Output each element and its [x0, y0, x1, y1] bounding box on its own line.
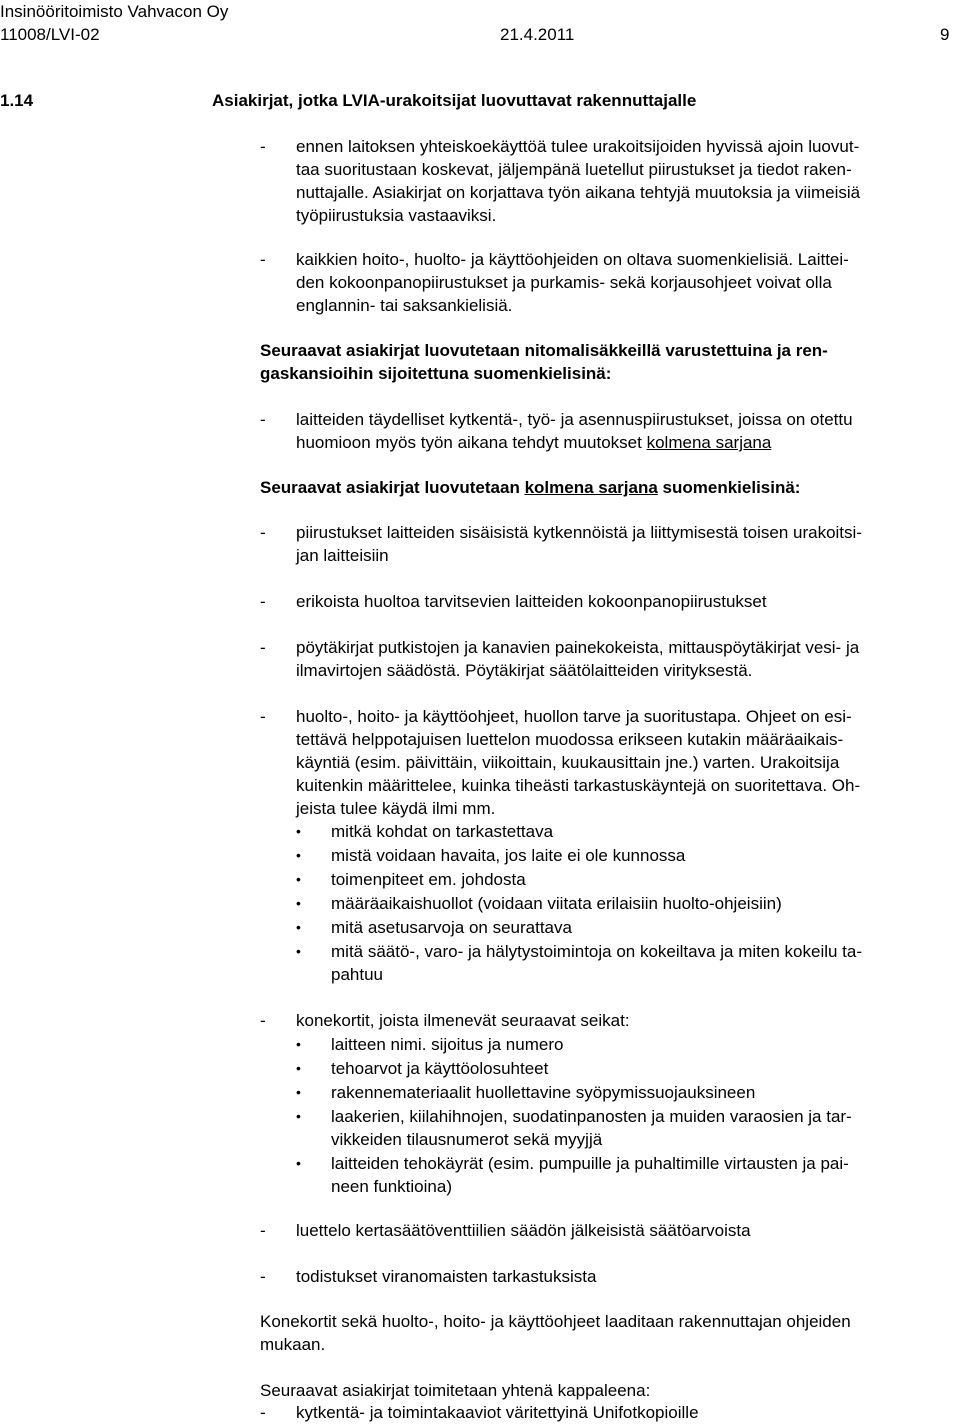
bullet-icon: • — [296, 919, 301, 935]
text-line: jan laitteisiin — [296, 546, 389, 565]
text-line: jeista tulee käydä ilmi mm. — [296, 799, 496, 818]
dash-marker: - — [260, 1403, 266, 1422]
text-line: todistukset viranomaisten tarkastuksista — [296, 1267, 597, 1286]
bullet-text: mitä asetusarvoja on seurattava — [331, 918, 572, 937]
text-line: tettävä helppotajuisen luettelon muodossa erikseen kutakin määräaikais- — [296, 730, 844, 749]
bullet-text: mistä voidaan havaita, jos laite ei ole kunnossa — [331, 846, 686, 865]
text-line: luettelo kertasäätöventtiilien säädön jälkeisistä säätöarvoista — [296, 1221, 751, 1240]
bullet-text: tehoarvot ja käyttöolosuhteet — [331, 1059, 549, 1078]
text-line: konekortit, joista ilmenevät seuraavat seikat: — [296, 1011, 630, 1030]
dash-marker: - — [260, 638, 266, 657]
bullet-icon: • — [296, 1036, 301, 1052]
bullet-text: mitä säätö-, varo- ja hälytystoimintoja on kokeiltava ja miten kokeilu ta- — [331, 942, 863, 961]
dash-marker: - — [260, 1221, 266, 1240]
text-segment: huomioon myös työn aikana tehdyt muutokset — [296, 433, 647, 452]
text-line: ilmavirtojen säädöstä. Pöytäkirjat säätölaitteiden virityksestä. — [296, 661, 753, 680]
text-line: huolto-, hoito- ja käyttöohjeet, huollon tarve ja suoritustapa. Ohjeet on esi- — [296, 707, 852, 726]
bullet-icon: • — [296, 1155, 301, 1171]
section-number: 1.14 — [0, 91, 34, 110]
bullet-text: laitteen nimi. sijoitus ja numero — [331, 1035, 564, 1054]
text-line: piirustukset laitteiden sisäisistä kytkennöistä ja liittymisestä toisen urakoitsi- — [296, 523, 862, 542]
text-line: nuttajalle. Asiakirjat on korjattava työn aikana tehtyjä muutoksia ja viimeisiä — [296, 183, 861, 202]
bold-heading-line: gaskansioihin sijoitettuna suomenkielisinä: — [260, 364, 612, 383]
page-number: 9 — [940, 25, 950, 44]
text-segment: suomenkielisinä: — [657, 478, 801, 497]
text-line: mukaan. — [260, 1335, 326, 1354]
bullet-icon: • — [296, 895, 301, 911]
text-line: kuitenkin määrittelee, kuinka tiheästi tarkastuskäyntejä on suoritettava. Oh- — [296, 776, 861, 795]
bullet-text: rakennemateriaalit huollettavine syöpymissuojauksineen — [331, 1083, 756, 1102]
dash-marker: - — [260, 1011, 266, 1030]
text-line: työpiirustuksia vastaaviksi. — [296, 206, 497, 225]
dash-marker: - — [260, 592, 266, 611]
bullet-text: vikkeiden tilausnumerot sekä myyjjä — [331, 1130, 603, 1149]
dash-marker: - — [260, 523, 266, 542]
text-line: Konekortit sekä huolto-, hoito- ja käyttöohjeet laaditaan rakennuttajan ohjeiden — [260, 1312, 851, 1331]
header-doc-id: 11008/LVI-02 — [0, 25, 100, 44]
bullet-icon: • — [296, 871, 301, 887]
text-line: erikoista huoltoa tarvitsevien laitteiden kokoonpanopiirustukset — [296, 592, 767, 611]
bullet-icon: • — [296, 1060, 301, 1076]
text-line: kytkentä- ja toimintakaaviot väritettyinä Unifotkopioille — [296, 1403, 699, 1422]
bullet-text: laakerien, kiilahihnojen, suodatinpanosten ja muiden varaosien ja tar- — [331, 1107, 852, 1126]
dash-marker: - — [260, 410, 266, 429]
bold-heading-line: Seuraavat asiakirjat luovutetaan nitomalisäkkeillä varustettuina ja ren- — [260, 341, 828, 360]
bullet-text: mitkä kohdat on tarkastettava — [331, 822, 554, 841]
dash-marker: - — [260, 250, 266, 269]
dash-marker: - — [260, 1267, 266, 1286]
bullet-icon: • — [296, 823, 301, 839]
text-line: ennen laitoksen yhteiskoekäyttöä tulee urakoitsijoiden hyvissä ajoin luovut- — [296, 137, 860, 156]
text-line: Seuraavat asiakirjat toimitetaan yhtenä kappaleena: — [260, 1381, 651, 1400]
dash-marker: - — [260, 137, 266, 156]
bullet-text: pahtuu — [331, 965, 383, 984]
text-segment: Seuraavat asiakirjat luovutetaan — [260, 478, 525, 497]
bullet-text: neen funktioina) — [331, 1177, 452, 1196]
bold-heading-line — [260, 476, 800, 499]
text-line: käyntiä (esim. päivittäin, viikoittain, kuukausittain jne.) varten. Urakoitsija — [296, 753, 840, 772]
bullet-icon: • — [296, 847, 301, 863]
text-line: laitteiden täydelliset kytkentä-, työ- ja asennuspiirustukset, joissa on otettu — [296, 410, 853, 429]
text-line: den kokoonpanopiirustukset ja purkamis- sekä korjausohjeet voivat olla — [296, 273, 832, 292]
text-line: pöytäkirjat putkistojen ja kanavien painekokeista, mittauspöytäkirjat vesi- ja — [296, 638, 860, 657]
text-line: kaikkien hoito-, huolto- ja käyttöohjeiden on oltava suomenkielisiä. Laittei- — [296, 250, 849, 269]
bullet-icon: • — [296, 1108, 301, 1124]
text-line: englannin- tai saksankielisiä. — [296, 296, 513, 315]
underlined-text: kolmena sarjana — [646, 433, 772, 452]
bullet-text: määräaikaishuollot (voidaan viitata erilaisiin huolto-ohjeisiin) — [331, 894, 782, 913]
underlined-text: kolmena sarjana — [524, 478, 658, 497]
bullet-text: laitteiden tehokäyrät (esim. pumpuille ja puhaltimille virtausten ja pai- — [331, 1154, 849, 1173]
bullet-icon: • — [296, 1084, 301, 1100]
dash-marker: - — [260, 707, 266, 726]
header-date: 21.4.2011 — [500, 25, 575, 44]
bullet-icon: • — [296, 943, 301, 959]
text-line: taa suoritustaan koskevat, jäljempänä luetellut piirustukset ja tiedot raken- — [296, 160, 852, 179]
section-title: Asiakirjat, jotka LVIA-urakoitsijat luovuttavat rakennuttajalle — [212, 91, 697, 110]
bullet-text: toimenpiteet em. johdosta — [331, 870, 526, 889]
text-line — [296, 431, 771, 454]
header-company: Insinööritoimisto Vahvacon Oy — [0, 2, 229, 21]
